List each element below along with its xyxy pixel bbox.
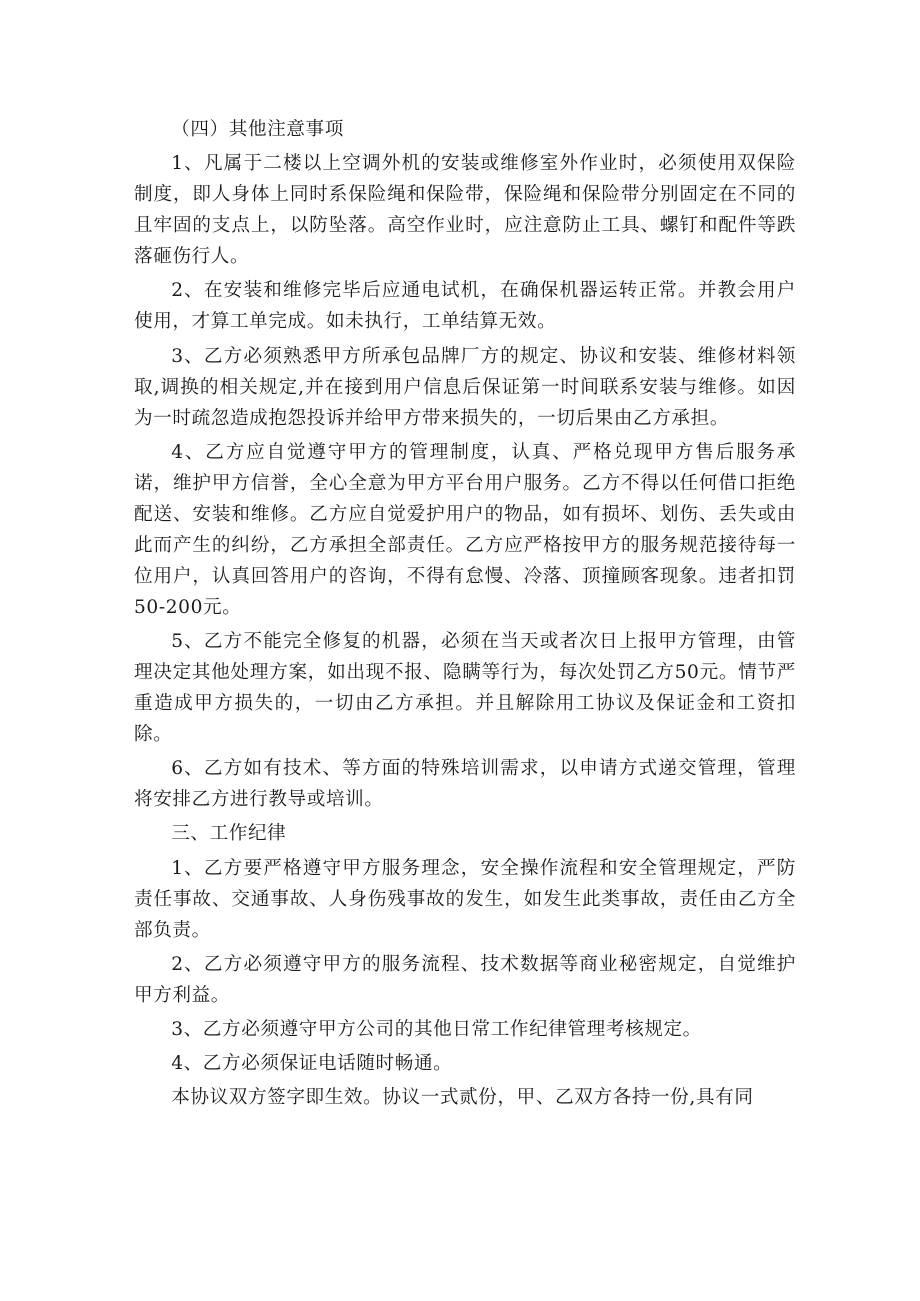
section-heading-work-discipline: 三、工作纪律 [171,823,287,845]
paragraph-item: 1、乙方要严格遵守甲方服务理念，安全操作流程和安全管理规定，严防责任事故、交通事故、人身伤残事故的发生，如发生此类事故，责任由乙方全部负责。 [134,857,796,941]
paragraph-item: 2、在安装和维修完毕后应通电试机，在确保机器运转正常。并教会用户使用，才算工单完成。如未执行，工单结算无效。 [134,280,796,333]
section-heading-other-notes: （四）其他注意事项 [171,119,344,140]
paragraph-item: 4、乙方必须保证电话随时畅通。 [171,1053,453,1075]
paragraph-item: 6、乙方如有技术、等方面的特殊培训需求，以申请方式递交管理，管理将安排乙方进行教导或培训。 [134,758,796,811]
paragraph-item: 3、乙方必须熟悉甲方所承包品牌厂方的规定、协议和安装、维修材料领取,调换的相关规定,并在接到用户信息后保证第一时间联系安装与维修。如因为一时疏忽造成抱怨投诉并给甲方带来损失的，一切后果由乙方承担。 [134,345,796,429]
paragraph-item: 2、乙方必须遵守甲方的服务流程、技术数据等商业秘密规定，自觉维护甲方利益。 [134,953,796,1006]
closing-paragraph: 本协议双方签字即生效。协议一式贰份，甲、乙双方各持一份,具有同 [171,1087,754,1109]
paragraph-item: 5、乙方不能完全修复的机器，必须在当天或者次日上报甲方管理，由管理决定其他处理方案，如出现不报、隐瞒等行为，每次处罚乙方50元。情节严重造成甲方损失的，一切由乙方承担。并且解除用工协议及保证金和工资扣除。 [134,630,796,745]
paragraph-item: 4、乙方应自觉遵守甲方的管理制度，认真、严格兑现甲方售后服务承诺，维护甲方信誉，全心全意为甲方平台用户服务。乙方不得以任何借口拒绝配送、安装和维修。乙方应自觉爱护用户的物品，如有损坏、划伤、丢失或由此而产生的纠纷，乙方承担全部责任。乙方应严格按甲方的服务规范接待每一位用户，认真回答用户的咨询，不得有怠慢、冷落、顶撞顾客现象。违者扣罚50-200元。 [134,441,796,618]
document-body [134,114,796,1116]
paragraph-item: 3、乙方必须遵守甲方公司的其他日常工作纪律管理考核规定。 [171,1018,702,1040]
paragraph-item: 1、凡属于二楼以上空调外机的安装或维修室外作业时，必须使用双保险制度，即人身体上同时系保险绳和保险带，保险绳和保险带分别固定在不同的且牢固的支点上，以防坠落。高空作业时，应注意防止工具、螺钉和配件等跌落砸伤行人。 [134,153,796,268]
